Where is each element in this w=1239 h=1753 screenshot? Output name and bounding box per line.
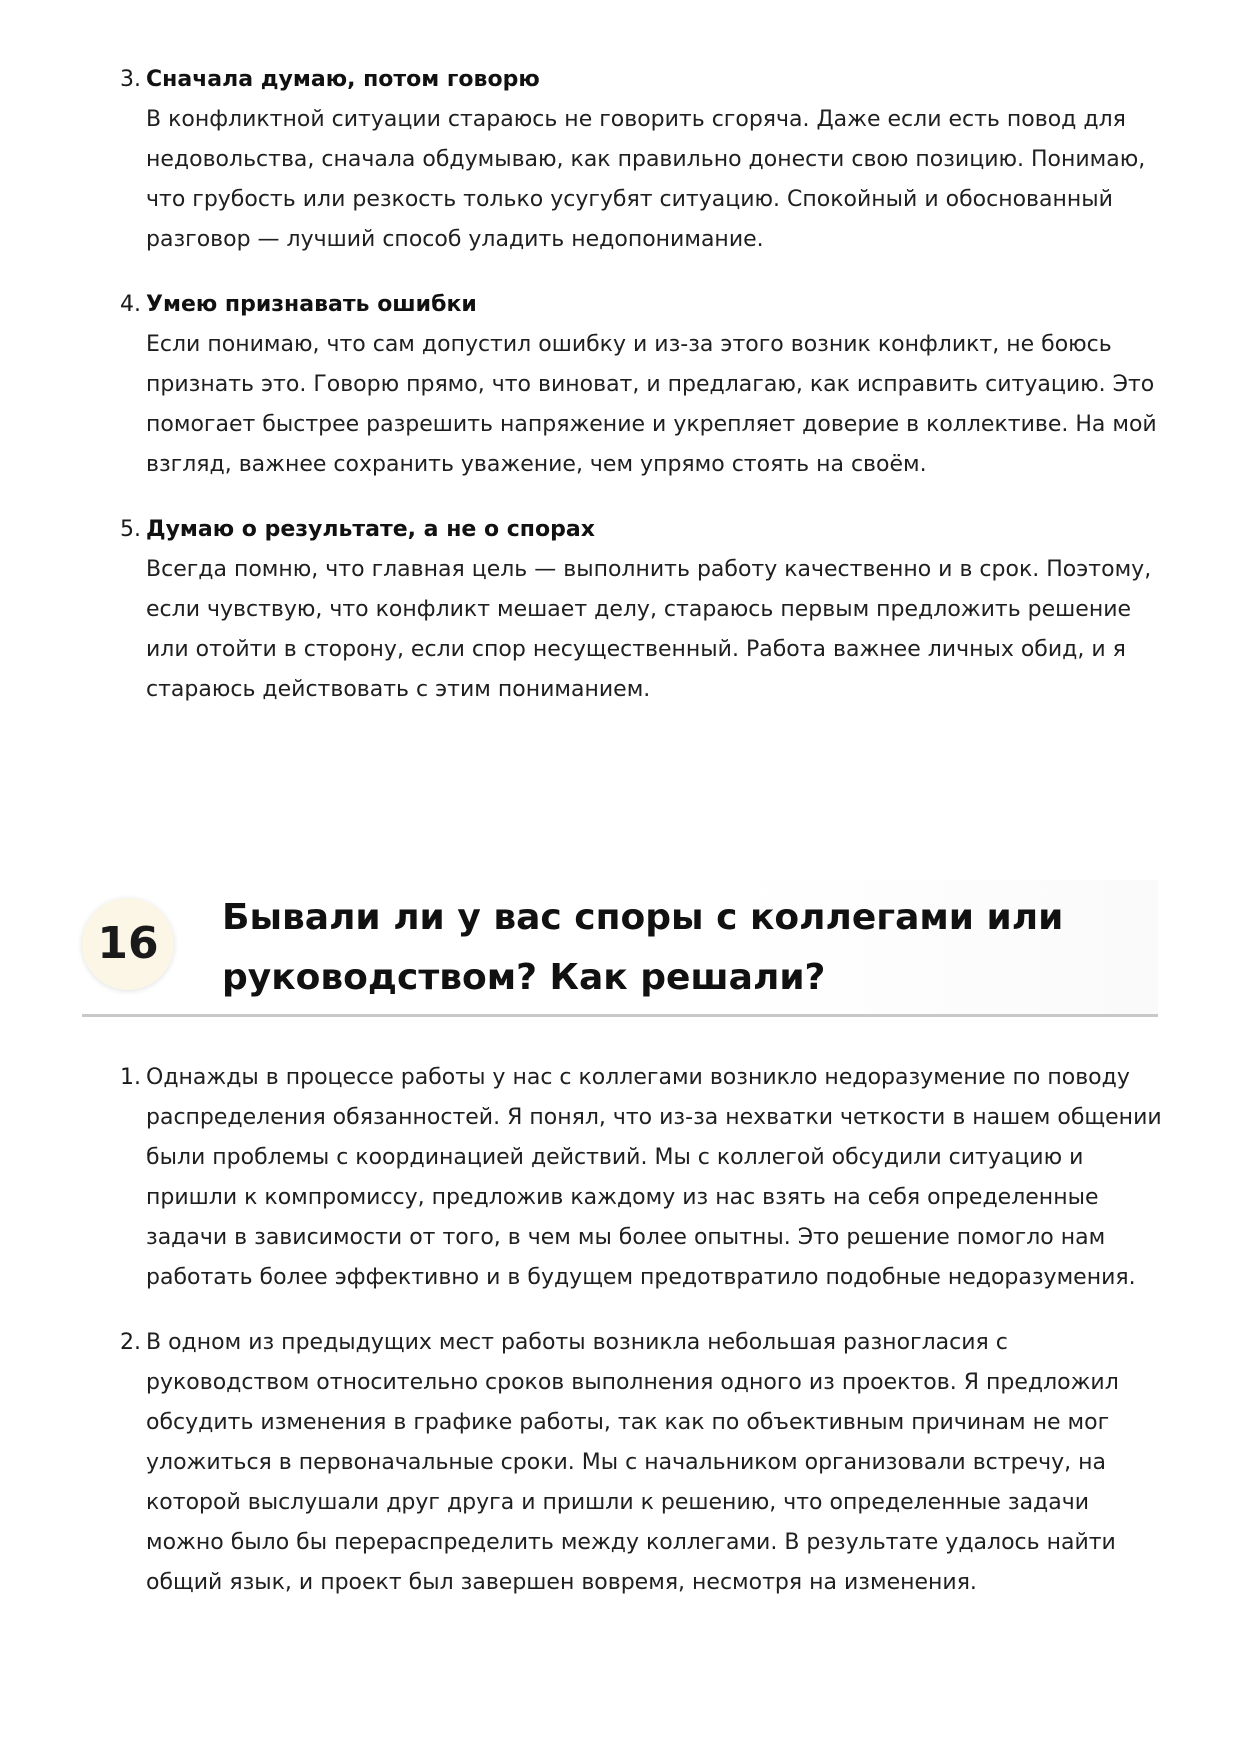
list-item [120, 1058, 1170, 1298]
question-title: Бывали ли у вас споры с коллегами или руководством? Как решали? [222, 897, 1064, 998]
list-item-text: Всегда помню, что главная цель — выполнить работу качественно и в срок. Поэтому, если чувствую, что конфликт мешает делу, стараюсь первым предложить решение или отойти в сторону, если спор несущественный. Работа важнее личных обид, и я стараюсь действовать с этим пониманием. [146, 557, 1152, 702]
question-number-badge: 16 [82, 898, 174, 990]
list-item-text: Если понимаю, что сам допустил ошибку и из-за этого возник конфликт, не боюсь признать это. Говорю прямо, что виноват, и предлагаю, как исправить ситуацию. Это помогает быстрее разрешить напряжение и укрепляет доверие в коллективе. На мой взгляд, важнее сохранить уважение, чем упрямо стоять на своём. [146, 332, 1157, 477]
list-item-text: В одном из предыдущих мест работы возникла небольшая разногласия с руководством относительно сроков выполнения одного из проектов. Я предложил обсудить изменения в графике работы, так как по объективным причинам не мог уложиться в первоначальные сроки. Мы с начальником организовали встречу, на которой выслушали друг друга и пришли к решению, что определенные задачи можно было бы перераспределить между коллегами. В результате удалось найти общий язык, и проект был завершен вовремя, несмотря на изменения. [146, 1330, 1119, 1595]
list-item [120, 60, 1170, 260]
list-item-text: В конфликтной ситуации стараюсь не говорить сгоряча. Даже если есть повод для недовольства, сначала обдумываю, как правильно донести свою позицию. Понимаю, что грубость или резкость только усугубят ситуацию. Спокойный и обоснованный разговор — лучший способ уладить недопонимание. [146, 107, 1146, 252]
tips-list [120, 60, 1170, 735]
list-item-title: Думаю о результате, а не о спорах [146, 517, 595, 542]
list-item [120, 285, 1170, 485]
list-item-title: Умею признавать ошибки [146, 292, 477, 317]
list-item-text: Однажды в процессе работы у нас с коллегами возникло недоразумение по поводу распределения обязанностей. Я понял, что из-за нехватки четкости в нашем общении были проблемы с координацией действий. Мы с коллегой обсудили ситуацию и пришли к компромиссу, предложив каждому из нас взять на себя определенные задачи в зависимости от того, в чем мы более опытны. Это решение помогло нам работать более эффективно и в будущем предотвратило подобные недоразумения. [146, 1065, 1162, 1290]
list-item [120, 1323, 1170, 1603]
question-header [82, 880, 1158, 1017]
list-item [120, 510, 1170, 710]
list-item-number: 5. [120, 517, 141, 542]
list-item-number: 4. [120, 292, 141, 317]
list-item-number: 1. [120, 1065, 141, 1090]
answers-list [120, 1058, 1170, 1628]
list-item-title: Сначала думаю, потом говорю [146, 67, 540, 92]
list-item-number: 3. [120, 67, 141, 92]
list-item-number: 2. [120, 1330, 141, 1355]
